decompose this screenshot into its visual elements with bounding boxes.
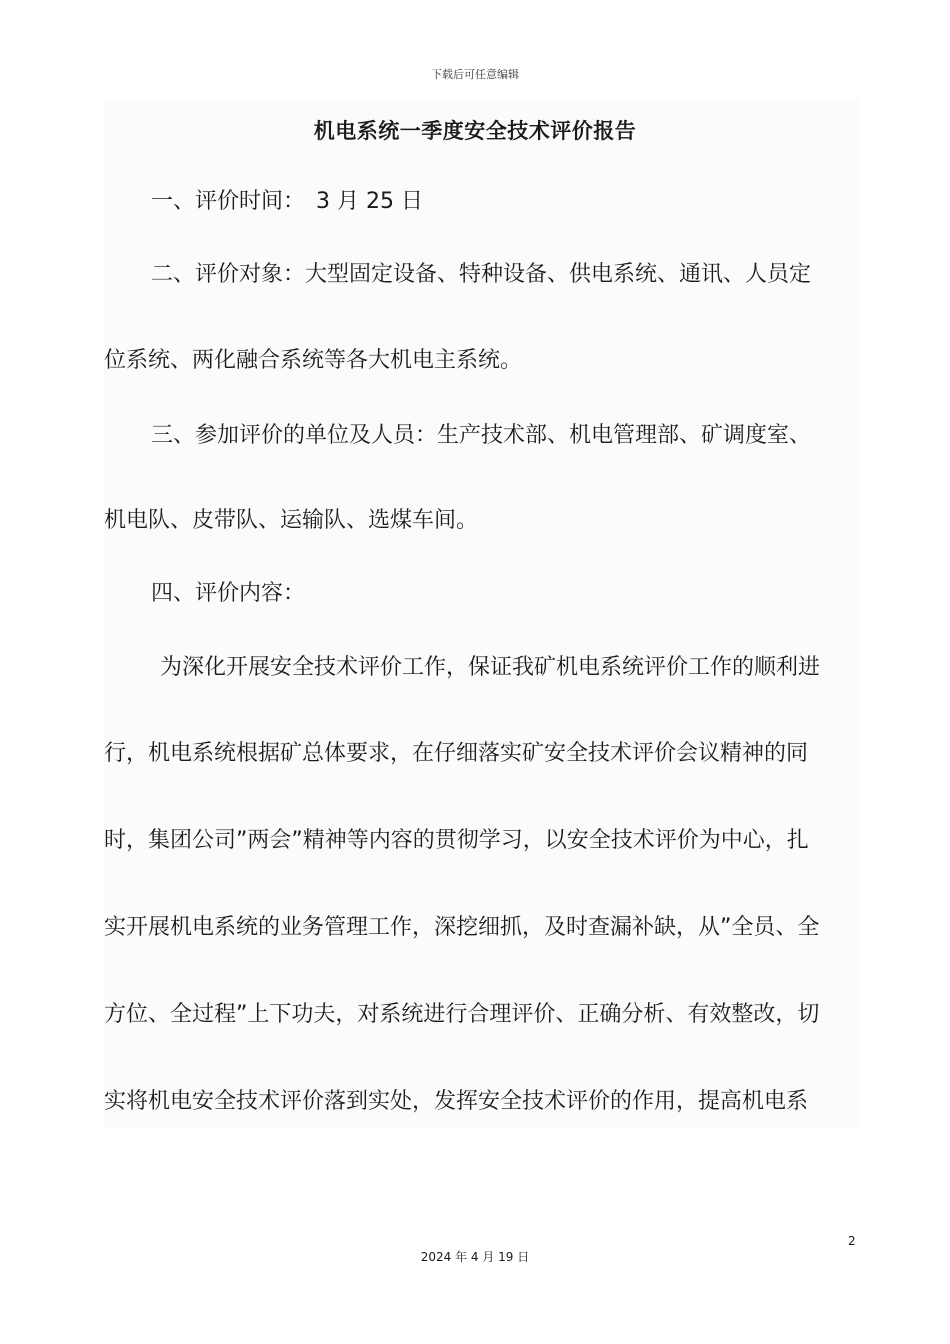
header-note: 下载后可任意编辑 [431, 68, 519, 81]
paragraph-line: 方位、全过程”上下功夫，对系统进行合理评价、正确分析、有效整改，切 [104, 1002, 820, 1027]
paragraph-line: 时，集团公司”两会”精神等内容的贯彻学习，以安全技术评价为中心，扎 [104, 828, 809, 853]
evaluation-time: 一、评价时间： 3 月 25 日 [151, 189, 423, 214]
paragraph-line: 实将机电安全技术评价落到实处，发挥安全技术评价的作用，提高机电系 [104, 1089, 809, 1114]
participants-line-2: 机电队、皮带队、运输队、选煤车间。 [104, 508, 479, 533]
evaluation-object-line-1: 二、评价对象：大型固定设备、特种设备、供电系统、通讯、人员定 [151, 262, 812, 287]
footer-date: 2024 年 4 月 19 日 [420, 1250, 530, 1264]
page-number: 2 [848, 1234, 856, 1248]
paragraph-line: 行，机电系统根据矿总体要求，在仔细落实矿安全技术评价会议精神的同 [104, 741, 809, 766]
content-heading: 四、评价内容： [151, 581, 306, 606]
paragraph-line: 实开展机电系统的业务管理工作，深挖细抓，及时查漏补缺，从”全员、全 [104, 915, 820, 940]
document-title: 机电系统一季度安全技术评价报告 [313, 119, 637, 143]
participants-line-1: 三、参加评价的单位及人员：生产技术部、机电管理部、矿调度室、 [151, 423, 812, 448]
paragraph-line: 为深化开展安全技术评价工作，保证我矿机电系统评价工作的顺利进 [160, 655, 821, 680]
evaluation-object-line-2: 位系统、两化融合系统等各大机电主系统。 [104, 348, 523, 373]
content-area [103, 100, 859, 1127]
